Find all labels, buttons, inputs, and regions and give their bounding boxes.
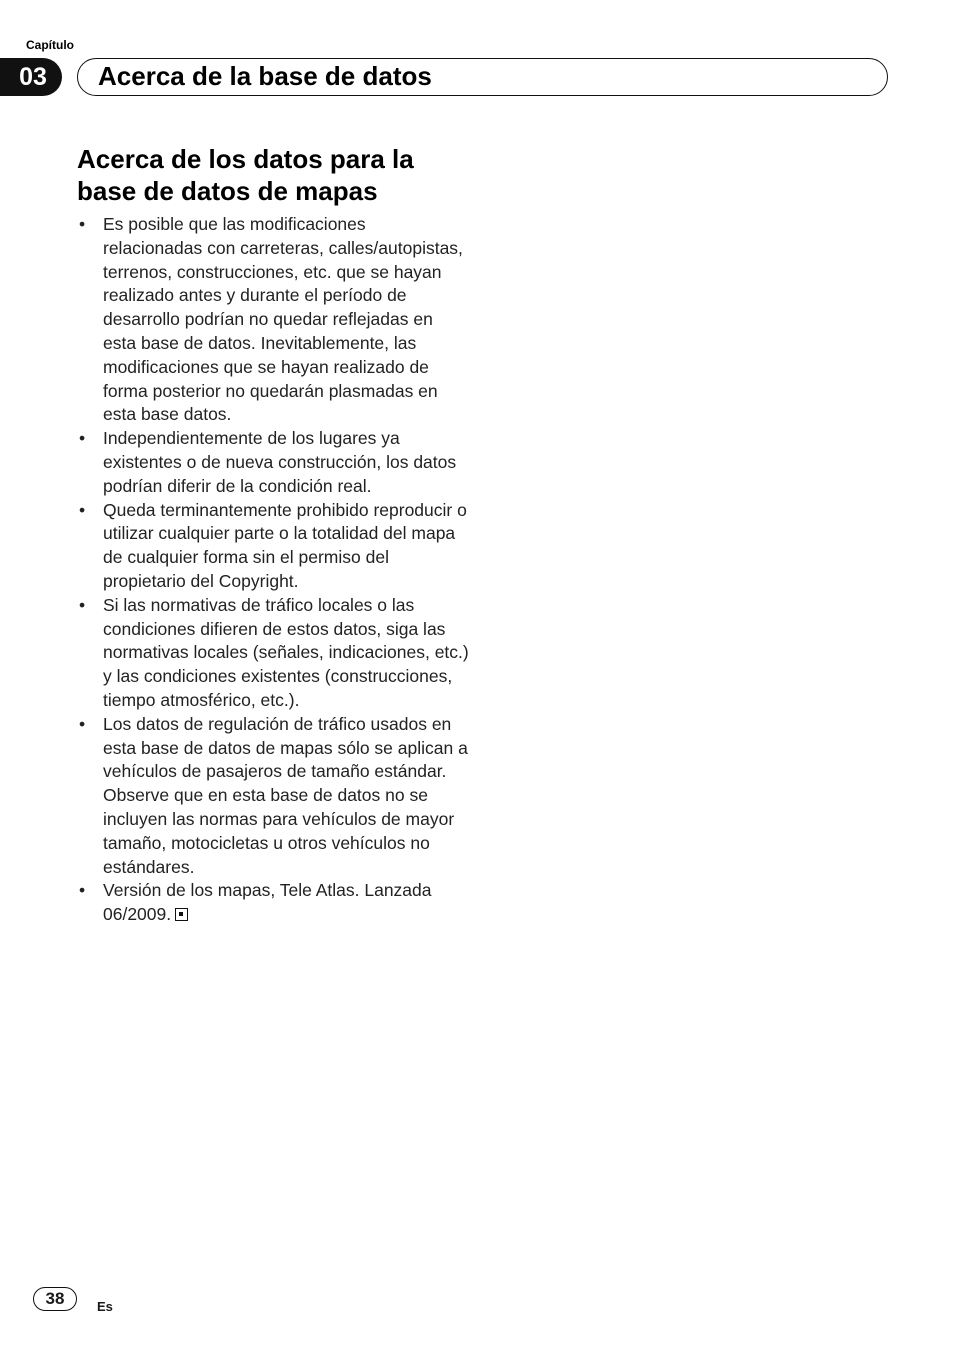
end-of-section-icon <box>175 908 188 921</box>
list-item-text: Independientemente de los lugares ya existentes o de nueva construcción, los datos podrían diferir de la condición real. <box>103 428 457 496</box>
list-item-text: Versión de los mapas, Tele Atlas. Lanzada 06/2009. <box>103 880 432 925</box>
language-code: Es <box>97 1299 113 1314</box>
chapter-title-box <box>77 58 888 96</box>
section-heading-line1: Acerca de los datos para la <box>77 144 414 174</box>
list-item-text: Queda terminantemente prohibido reproducir o utilizar cualquier parte o la totalidad del mapa de cualquier forma sin el permiso del propietario del Copyright. <box>103 499 467 591</box>
list-item <box>77 594 469 713</box>
chapter-number-badge: 03 <box>0 58 62 96</box>
list-item <box>77 879 469 927</box>
bullet-icon: • <box>79 880 86 901</box>
bullet-icon: • <box>79 713 86 734</box>
bullet-icon: • <box>79 214 86 234</box>
section-heading <box>77 143 477 207</box>
bullet-icon: • <box>79 594 86 615</box>
page-number: 38 <box>33 1287 77 1311</box>
list-item-text: Si las normativas de tráfico locales o las condiciones difieren de estos datos, siga las normativas locales (señales, indicaciones, etc.) y las condiciones existentes (construcciones, tiempo atmosférico, etc.). <box>103 594 469 710</box>
list-item-text: Los datos de regulación de tráfico usados en esta base de datos de mapas sólo se aplican a vehículos de pasajeros de tamaño estándar. Observe que en esta base de datos no se incluyen las normas para vehículos de mayor tamaño, motocicletas u otros vehículos no estándares. <box>103 713 468 877</box>
list-item <box>77 499 469 594</box>
list-item <box>77 713 469 880</box>
list-item <box>77 427 469 498</box>
chapter-label: Capítulo <box>26 38 74 52</box>
section-heading-line2: base de datos de mapas <box>77 176 378 206</box>
chapter-title: Acerca de la base de datos <box>98 61 432 91</box>
list-item <box>77 213 469 427</box>
list-item-text: Es posible que las modificaciones relacionadas con carreteras, calles/autopistas, terrenos, construcciones, etc. que se hayan realizado antes y durante el período de desarrollo podrían no quedar reflejadas en esta base de datos. Inevitablemente, las modificaciones que se hayan realizado de forma posterior no quedarán plasmadas en esta base datos. <box>103 214 463 425</box>
bullet-list <box>77 213 469 927</box>
bullet-icon: • <box>79 499 86 520</box>
bullet-icon: • <box>79 428 86 449</box>
